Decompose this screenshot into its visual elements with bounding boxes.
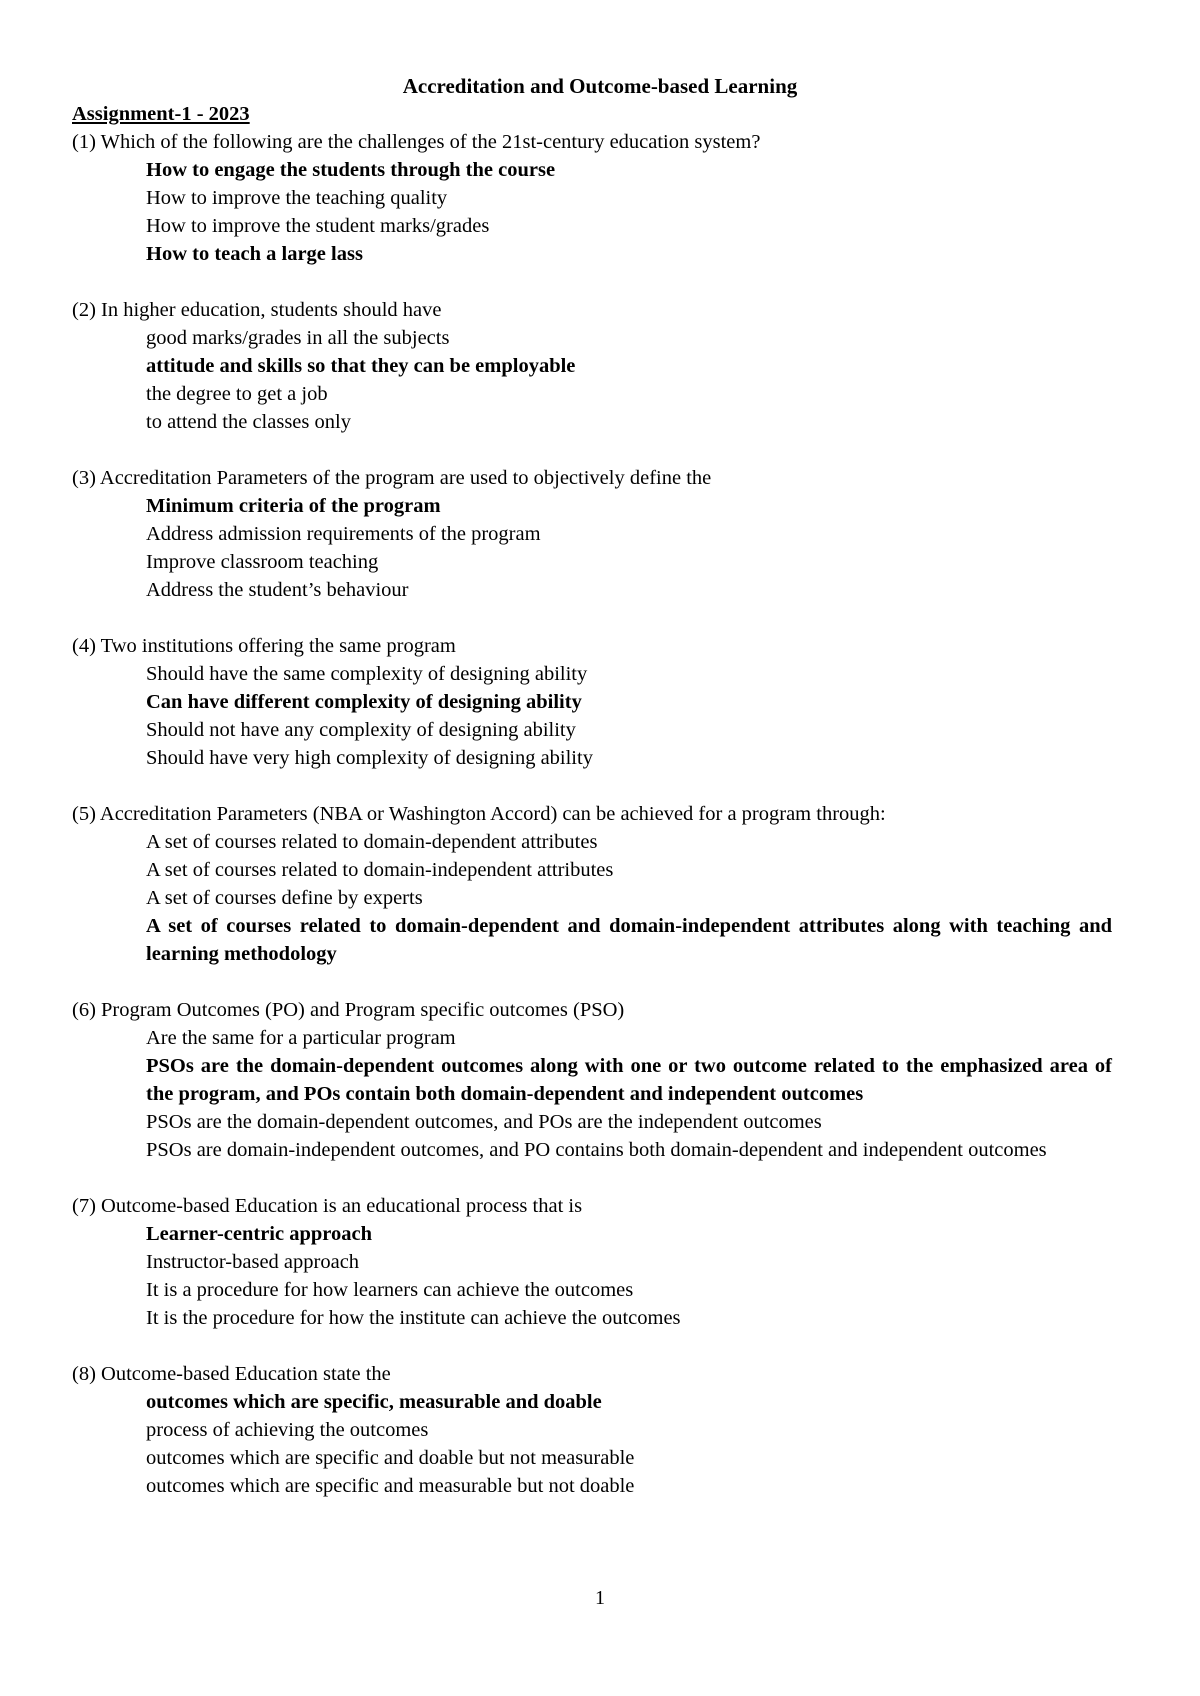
- answer-option: process of achieving the outcomes: [146, 1419, 429, 1441]
- question-block: [72, 128, 1112, 268]
- answer-option: It is a procedure for how learners can achieve the outcomes: [146, 1279, 634, 1301]
- question-text: (5) Accreditation Parameters (NBA or Washington Accord) can be achieved for a program through:: [72, 803, 886, 825]
- answer-option: Instructor-based approach: [146, 1251, 360, 1273]
- question-text: (6) Program Outcomes (PO) and Program specific outcomes (PSO): [72, 999, 625, 1021]
- answer-option: Should not have any complexity of designing ability: [146, 719, 576, 741]
- question-block: [72, 1360, 1112, 1500]
- answer-option: Should have the same complexity of designing ability: [146, 663, 588, 685]
- answer-option-correct: A set of courses related to domain-dependent and domain-independent attributes along with teaching and learning methodology: [146, 915, 1112, 965]
- answer-option: How to improve the teaching quality: [146, 187, 448, 209]
- question-block: [72, 464, 1112, 604]
- question-block: [72, 296, 1112, 436]
- answer-option: Should have very high complexity of designing ability: [146, 747, 593, 769]
- question-text: (2) In higher education, students should have: [72, 299, 442, 321]
- question-text: (3) Accreditation Parameters of the program are used to objectively define the: [72, 467, 712, 489]
- answer-option: outcomes which are specific and doable but not measurable: [146, 1447, 635, 1469]
- question-block: [72, 1192, 1112, 1332]
- answer-option-correct: Learner-centric approach: [146, 1223, 373, 1245]
- answer-option: A set of courses define by experts: [146, 887, 423, 909]
- answer-option: Improve classroom teaching: [146, 551, 379, 573]
- question-block: [72, 632, 1112, 772]
- question-text: (1) Which of the following are the challenges of the 21st-century education system?: [72, 131, 761, 153]
- assignment-heading: Assignment-1 - 2023: [72, 103, 250, 125]
- answer-option: A set of courses related to domain-independent attributes: [146, 859, 614, 881]
- question-block: [72, 996, 1112, 1164]
- answer-option: to attend the classes only: [146, 411, 351, 433]
- question-block: [72, 800, 1112, 968]
- question-list: [72, 128, 1112, 1500]
- answer-option-correct: attitude and skills so that they can be employable: [146, 355, 576, 377]
- answer-option-correct: Can have different complexity of designing ability: [146, 691, 582, 713]
- answer-option: Are the same for a particular program: [146, 1027, 456, 1049]
- answer-option: Address admission requirements of the program: [146, 523, 541, 545]
- answer-option-correct: Minimum criteria of the program: [146, 495, 441, 517]
- answer-option: A set of courses related to domain-dependent attributes: [146, 831, 598, 853]
- answer-option-correct: PSOs are the domain-dependent outcomes along with one or two outcome related to the emphasized area of the program, and POs contain both domain-dependent and independent outcomes: [146, 1055, 1112, 1105]
- answer-option: PSOs are domain-independent outcomes, and PO contains both domain-dependent and independent outcomes: [146, 1139, 1047, 1161]
- answer-option: outcomes which are specific and measurable but not doable: [146, 1475, 635, 1497]
- answer-option-correct: How to teach a large lass: [146, 243, 363, 265]
- answer-option: the degree to get a job: [146, 383, 328, 405]
- answer-option: How to improve the student marks/grades: [146, 215, 490, 237]
- question-text: (7) Outcome-based Education is an educational process that is: [72, 1195, 583, 1217]
- page-number: 1: [595, 1587, 605, 1609]
- document-title: Accreditation and Outcome-based Learning: [402, 74, 798, 98]
- document-body: [72, 100, 1112, 1528]
- answer-option: good marks/grades in all the subjects: [146, 327, 450, 349]
- answer-option: Address the student’s behaviour: [146, 579, 409, 601]
- question-text: (8) Outcome-based Education state the: [72, 1363, 391, 1385]
- answer-option-correct: outcomes which are specific, measurable and doable: [146, 1391, 602, 1413]
- answer-option-correct: How to engage the students through the course: [146, 159, 556, 181]
- question-text: (4) Two institutions offering the same program: [72, 635, 456, 657]
- answer-option: It is the procedure for how the institute can achieve the outcomes: [146, 1307, 681, 1329]
- answer-option: PSOs are the domain-dependent outcomes, and POs are the independent outcomes: [146, 1111, 822, 1133]
